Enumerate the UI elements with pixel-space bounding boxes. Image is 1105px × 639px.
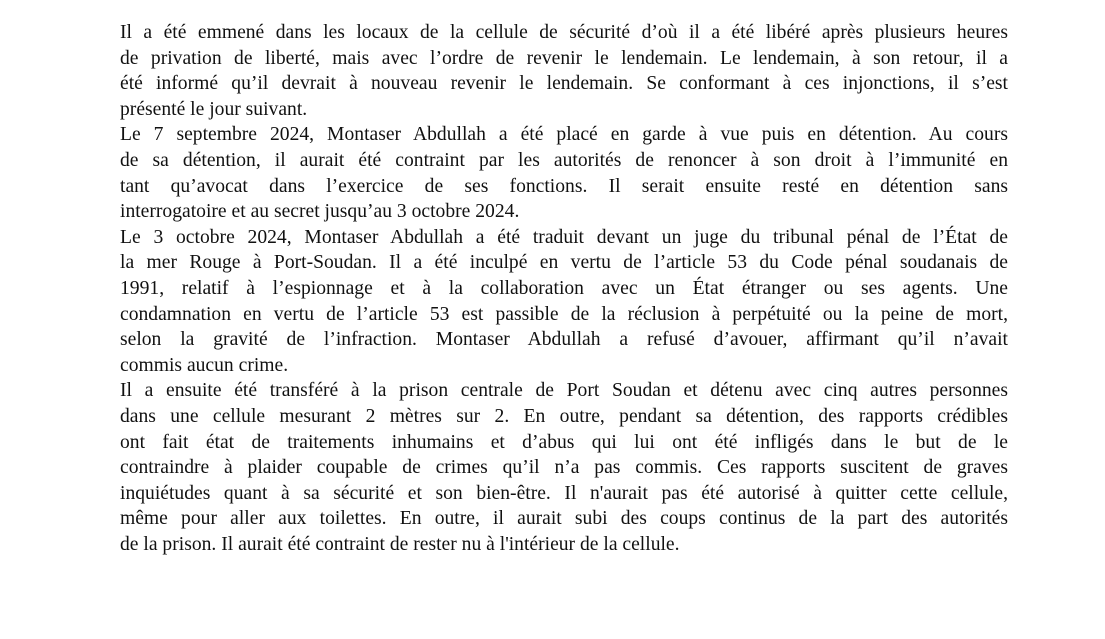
text-line: de la prison. Il aurait été contraint de rester nu à l'intérieur de la cellule. [120,533,680,555]
paragraph-prison-conditions [120,378,1008,557]
paragraph-detention-september [120,122,1008,224]
text-line: contraindre à plaider coupable de crimes qu’il n’a pas commis. Ces rapports suscitent de graves [120,457,1008,479]
text-line: inquiétudes quant à sa sécurité et son bien-être. Il n'aurait pas été autorisé à quitter cette cellule, [120,482,1008,504]
text-line: Il a ensuite été transféré à la prison centrale de Port Soudan et détenu avec cinq autres personnes [120,380,1008,402]
text-line: de privation de liberté, mais avec l’ordre de revenir le lendemain. Le lendemain, à son retour, il a [120,47,1008,69]
document-body [120,20,1008,557]
text-line: de sa détention, il aurait été contraint par les autorités de renoncer à son droit à l’immunité en [120,149,1008,171]
text-line: été informé qu’il devrait à nouveau revenir le lendemain. Se conformant à ces injonctions, il s’est [120,73,1008,95]
text-line: même pour aller aux toilettes. En outre, il aurait subi des coups continus de la part des autorités [120,508,1008,530]
paragraph-arrest-release [120,20,1008,122]
text-line: interrogatoire et au secret jusqu’au 3 octobre 2024. [120,201,520,223]
text-line: commis aucun crime. [120,354,289,376]
text-line: Le 7 septembre 2024, Montaser Abdullah a été placé en garde à vue puis en détention. Au cours [120,124,1008,146]
text-line: selon la gravité de l’infraction. Montaser Abdullah a refusé d’avouer, affirmant qu’il n’avait [120,329,1008,351]
text-line: ont fait état de traitements inhumains et d’abus qui lui ont été infligés dans le but de le [120,431,1008,453]
text-line: Il a été emmené dans les locaux de la cellule de sécurité d’où il a été libéré après plusieurs heures [120,22,1008,43]
text-line: dans une cellule mesurant 2 mètres sur 2. En outre, pendant sa détention, des rapports crédibles [120,405,1008,427]
text-line: condamnation en vertu de l’article 53 est passible de la réclusion à perpétuité ou la peine de mort, [120,303,1008,325]
text-line: présenté le jour suivant. [120,98,308,120]
text-line: la mer Rouge à Port-Soudan. Il a été inculpé en vertu de l’article 53 du Code pénal soudanais de [120,252,1008,274]
text-line: tant qu’avocat dans l’exercice de ses fonctions. Il serait ensuite resté en détention sans [120,175,1008,197]
text-line: 1991, relatif à l’espionnage et à la collaboration avec un État étranger ou ses agents. Une [120,277,1008,299]
text-line: Le 3 octobre 2024, Montaser Abdullah a été traduit devant un juge du tribunal pénal de l’État de [120,226,1008,248]
paragraph-court-october [120,225,1008,379]
